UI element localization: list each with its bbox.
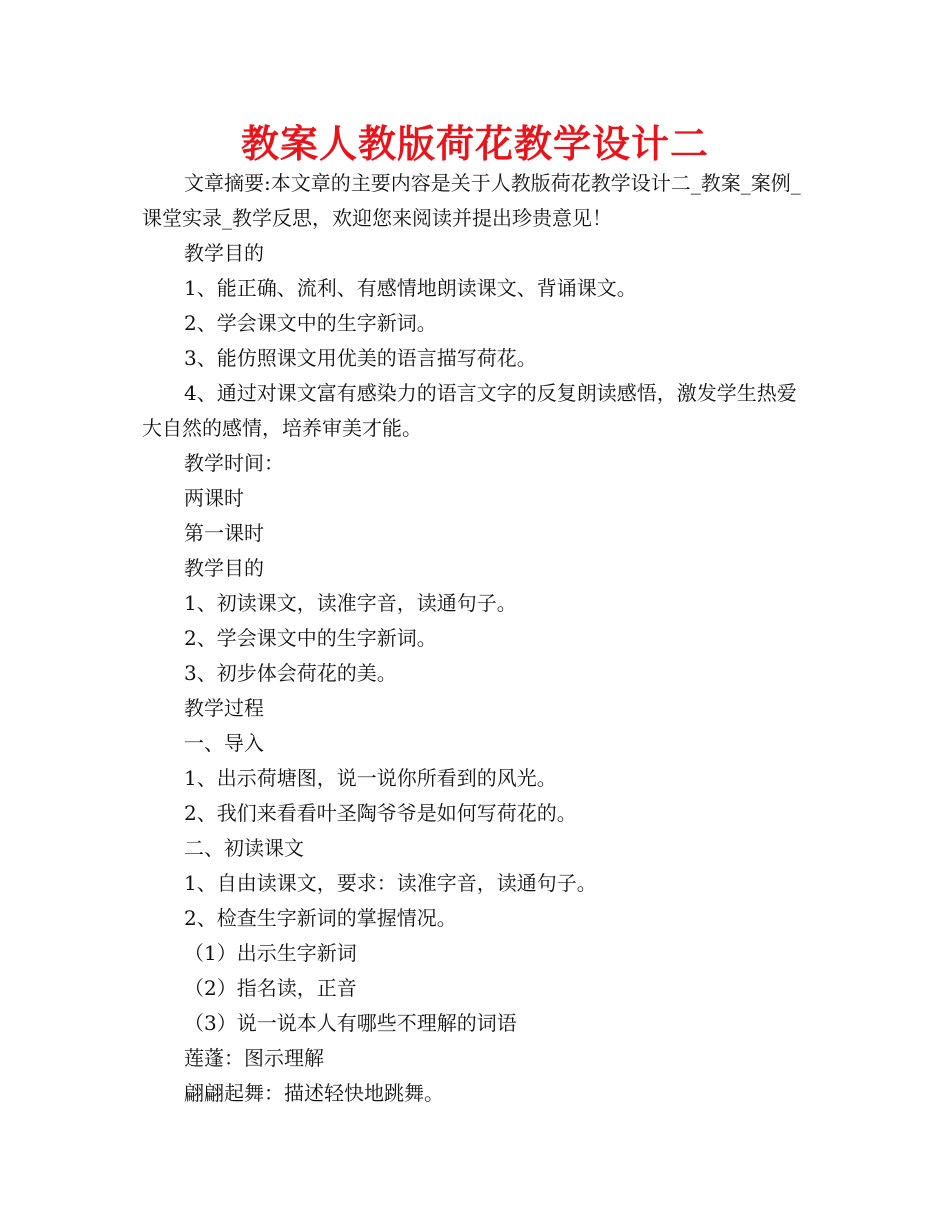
list-item: 2、学会课文中的生字新词。 [184, 311, 437, 335]
list-item: 4、通过对课文富有感染力的语言文字的反复朗读感悟，激发学生热爱大自然的感情，培养审美才能。 [142, 381, 797, 440]
paragraph: 翩翩起舞：描述轻快地跳舞。 [184, 1081, 444, 1105]
document-title: 教案人教版荷花教学设计二 [240, 122, 709, 166]
list-item: 2、我们来看看叶圣陶爷爷是如何写荷花的。 [184, 801, 577, 825]
section-heading: 教学过程 [184, 696, 264, 720]
section-heading: 一、导入 [184, 731, 264, 755]
sub-list-item: （1）出示生字新词 [184, 941, 357, 965]
list-item: 3、能仿照课文用优美的语言描写荷花。 [184, 346, 537, 370]
list-item: 2、检查生字新词的掌握情况。 [184, 906, 457, 930]
section-heading: 二、初读课文 [184, 836, 304, 860]
section-heading: 教学目的 [184, 241, 264, 265]
list-item: 1、初读课文，读准字音，读通句子。 [184, 591, 517, 615]
section-heading: 第一课时 [184, 521, 264, 545]
paragraph: 两课时 [184, 486, 244, 510]
document-body [142, 166, 812, 1111]
list-item: 1、自由读课文，要求：读准字音，读通句子。 [184, 871, 597, 895]
section-heading: 教学目的 [184, 556, 264, 580]
sub-list-item: （2）指名读，正音 [184, 976, 357, 1000]
list-item: 1、出示荷塘图，说一说你所看到的风光。 [184, 766, 557, 790]
list-item: 2、学会课文中的生字新词。 [184, 626, 437, 650]
abstract-paragraph: 文章摘要:本文章的主要内容是关于人教版荷花教学设计二_教案_案例_课堂实录_教学反思，欢迎您来阅读并提出珍贵意见！ [142, 171, 801, 230]
paragraph: 莲蓬：图示理解 [184, 1046, 324, 1070]
list-item: 3、初步体会荷花的美。 [184, 661, 397, 685]
sub-list-item: （3）说一说本人有哪些不理解的词语 [184, 1011, 517, 1035]
list-item: 1、能正确、流利、有感情地朗读课文、背诵课文。 [184, 276, 637, 300]
section-heading: 教学时间： [184, 451, 284, 475]
